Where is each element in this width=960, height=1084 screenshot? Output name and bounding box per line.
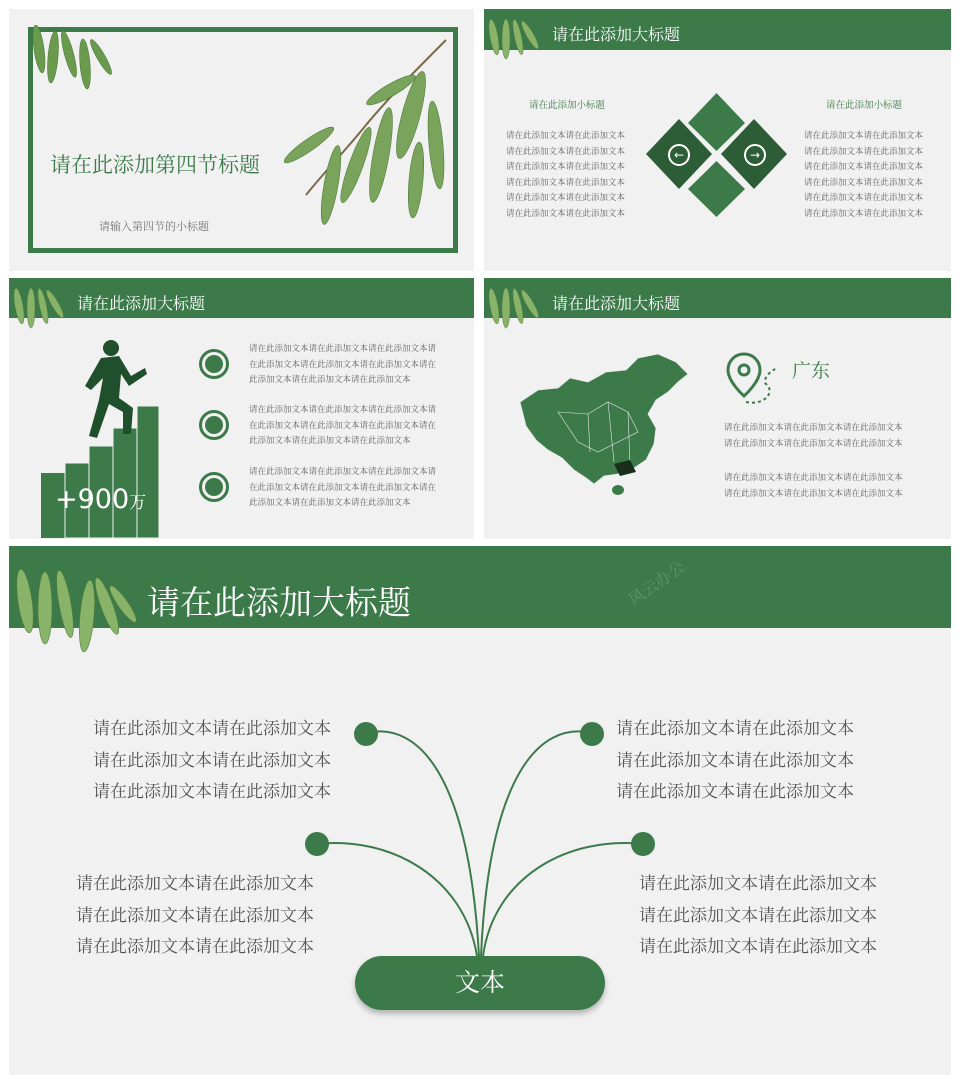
willow-branch-icon: [271, 35, 461, 245]
top-right-text: [616, 714, 854, 809]
text-line: 在此添加文本请在此添加文本请在此添加文本请在: [249, 420, 437, 431]
text-line: 请在此添加文本请在此添加文本: [804, 193, 924, 203]
text-line: 请在此添加文本请在此添加文本: [804, 146, 924, 157]
slide-tree: [9, 546, 951, 1075]
text-line: 请在此添加文本请在此添加文本: [639, 905, 877, 926]
location-label: 广东: [792, 360, 831, 382]
text-line: 请在此添加文本请在此添加文本: [506, 162, 626, 172]
right-subtitle: 请在此添加小标题: [826, 100, 903, 111]
slide-section-title: [9, 9, 474, 271]
location-pin-icon: [724, 352, 784, 408]
map-para-1: [724, 421, 903, 452]
header-title: 请在此添加大标题: [552, 25, 681, 44]
slide-diamond: [484, 9, 951, 271]
text-line: 请在此添加文本请在此添加文本: [76, 874, 314, 894]
text-line: 请在此添加文本请在此添加文本: [616, 782, 854, 802]
top-left-text: [93, 714, 331, 809]
willow-leaves-icon: [9, 278, 71, 334]
item-text: [249, 465, 436, 512]
text-line: 请在此添加文本请在此添加文本: [506, 193, 626, 203]
text-line: 在此添加文本请在此添加文本请在此添加文本请在: [249, 359, 437, 370]
text-line: 请在此添加文本请在此添加文本: [76, 905, 314, 926]
header-title: 请在此添加大标题: [77, 294, 206, 313]
text-line: 请在此添加文本请在此添加文本: [804, 177, 924, 188]
book-icon: [199, 349, 229, 379]
people-icon: [199, 410, 229, 440]
china-map: [518, 352, 690, 502]
text-line: 请在此添加文本请在此添加文本: [93, 719, 331, 739]
arrow-right-icon[interactable]: →: [744, 144, 766, 166]
text-line: 请在此添加文本请在此添加文本: [804, 131, 924, 141]
bottom-right-text: [639, 869, 877, 964]
text-line: 请在此添加文本请在此添加文本请在此添加文本请: [249, 344, 437, 354]
left-text-block: [506, 129, 625, 222]
text-line: 请在此添加文本请在此添加文本: [616, 719, 854, 739]
header-title: 请在此添加大标题: [147, 583, 411, 622]
text-line: 请在此添加文本请在此添加文本: [93, 782, 331, 802]
bottom-left-text: [76, 869, 314, 964]
text-line: 此添加文本请在此添加文本请在此添加文本: [249, 375, 411, 385]
left-subtitle: 请在此添加小标题: [529, 100, 606, 111]
stat-value: [55, 484, 146, 515]
text-line: 请在此添加文本请在此添加文本: [506, 208, 626, 219]
text-line: 此添加文本请在此添加文本请在此添加文本: [249, 436, 411, 446]
text-line: 请在此添加文本请在此添加文本: [93, 750, 331, 771]
willow-leaves-icon: [484, 9, 546, 65]
center-button[interactable]: 文本: [355, 956, 605, 1010]
text-line: 请在此添加文本请在此添加文本请在此添加文本: [724, 438, 903, 449]
text-line: 请在此添加文本请在此添加文本: [639, 937, 877, 957]
text-line: 请在此添加文本请在此添加文本: [639, 874, 877, 894]
text-line: 请在此添加文本请在此添加文本请在此添加文本: [724, 488, 903, 499]
text-line: 在此添加文本请在此添加文本请在此添加文本请在: [249, 482, 437, 493]
text-line: 请在此添加文本请在此添加文本: [616, 750, 854, 771]
stat-number: +900: [55, 484, 130, 515]
arrow-left-icon[interactable]: ←: [668, 144, 690, 166]
item-text: [249, 342, 436, 389]
text-line: 请在此添加文本请在此添加文本: [506, 146, 626, 157]
text-line: 请在此添加文本请在此添加文本: [506, 131, 626, 141]
stat-unit: 万: [129, 493, 147, 513]
text-line: 请在此添加文本请在此添加文本: [506, 177, 626, 188]
section-subtitle: 请输入第四节的小标题: [99, 220, 209, 233]
willow-leaves-icon: [19, 9, 129, 119]
section-title: 请在此添加第四节标题: [50, 153, 260, 177]
text-line: 请在此添加文本请在此添加文本: [804, 162, 924, 172]
slide-map: [484, 278, 951, 539]
text-line: 请在此添加文本请在此添加文本请在此添加文本: [724, 423, 903, 433]
text-line: 请在此添加文本请在此添加文本请在此添加文本请: [249, 467, 437, 477]
text-line: 请在此添加文本请在此添加文本: [76, 937, 314, 957]
diamond-graphic: [639, 91, 794, 221]
map-para-2: [724, 471, 903, 502]
text-line: 请在此添加文本请在此添加文本请在此添加文本: [724, 473, 903, 483]
text-line: 请在此添加文本请在此添加文本: [804, 208, 924, 219]
slide-growth: [9, 278, 474, 539]
item-text: [249, 403, 436, 450]
laptop-icon: [199, 472, 229, 502]
willow-leaves-icon: [484, 278, 546, 334]
right-text-block: [804, 129, 923, 222]
watermark: 风云办公: [624, 557, 689, 610]
text-line: 请在此添加文本请在此添加文本请在此添加文本请: [249, 405, 437, 415]
text-line: 此添加文本请在此添加文本请在此添加文本: [249, 498, 411, 508]
header-title: 请在此添加大标题: [552, 294, 681, 313]
